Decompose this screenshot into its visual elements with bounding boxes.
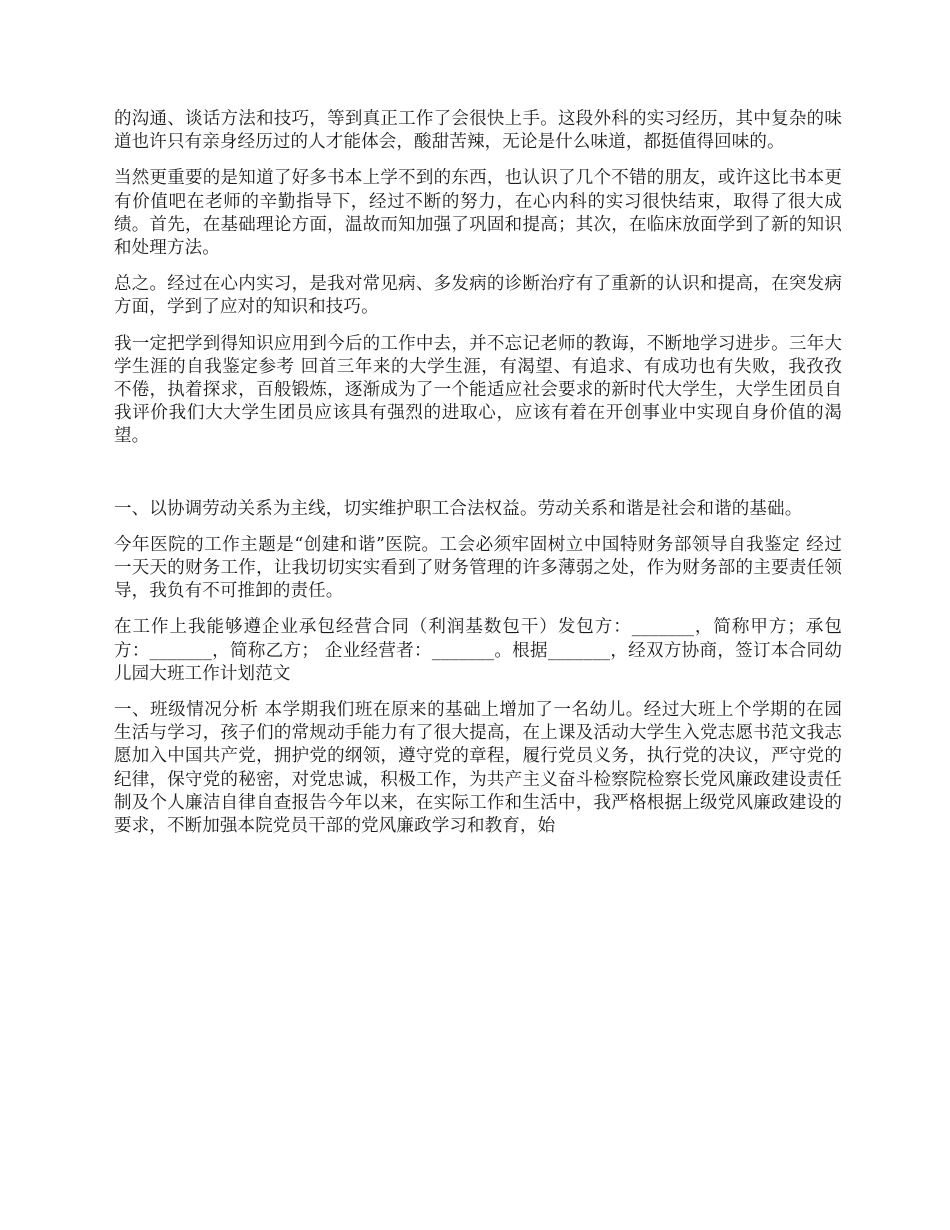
section-spacer — [114, 449, 842, 498]
paragraph-spacer — [114, 521, 842, 534]
document-body — [114, 108, 842, 838]
paragraph-8: 一、班级情况分析 本学期我们班在原来的基础上增加了一名幼儿。经过大班上个学期的在园生活与学习，孩子们的常规动手能力有了很大提高，在上课及活动大学生入党志愿书范文我志愿加入中国共产党，拥护党的纲领，遵守党的章程，履行党员义务，执行党的决议，严守党的纪律，保守党的秘密，对党忠诚，积极工作，为共产主义奋斗检察院检察长党风廉政建设责任制及个人廉洁自律自查报告今年以来，在实际工作和生活中，我严格根据上级党风廉政建设的要求，不断加强本院党员干部的党风廉政学习和教育，始 — [114, 700, 842, 837]
paragraph-4: 我一定把学到得知识应用到今后的工作中去，并不忘记老师的教诲，不断地学习进步。三年大学生涯的自我鉴定参考 回首三年来的大学生涯，有渴望、有追求、有成功也有失败，我孜孜不倦，执着探求，百般锻炼，逐渐成为了一个能适应社会要求的新时代大学生，大学生团员自我评价我们大大学生团员应该具有强烈的进取心，应该有着在开创事业中实现自身价值的渴望。 — [114, 333, 842, 447]
paragraph-2: 当然更重要的是知道了好多书本上学不到的东西，也认识了几个不错的朋友，或许这比书本更有价值吧在老师的辛勤指导下，经过不断的努力，在心内科的实习很快结束，取得了很大成绩。首先，在基础理论方面，温故而知加强了巩固和提高；其次，在临床放面学到了新的知识和处理方法。 — [114, 168, 842, 259]
paragraph-spacer — [114, 154, 842, 167]
paragraph-spacer — [114, 603, 842, 616]
paragraph-spacer — [114, 260, 842, 273]
paragraph-spacer — [114, 320, 842, 333]
paragraph-5: 一、以协调劳动关系为主线，切实维护职工合法权益。劳动关系和谐是社会和谐的基础。 — [114, 498, 803, 519]
paragraph-7: 在工作上我能够遵企业承包经营合同（利润基数包干）发包方：_______，简称甲方；承包方：_______，简称乙方； 企业经营者：_______。根据_______，经双方协商，签订本合同幼儿园大班工作计划范文 — [114, 617, 842, 684]
paragraph-3: 总之。经过在心内实习，是我对常见病、多发病的诊断治疗有了重新的认识和提高，在突发病方面，学到了应对的知识和技巧。 — [114, 274, 842, 318]
paragraph-spacer — [114, 686, 842, 699]
paragraph-1: 的沟通、谈话方法和技巧，等到真正工作了会很快上手。这段外科的实习经历，其中复杂的味道也许只有亲身经历过的人才能体会，酸甜苦辣，无论是什么味道，都挺值得回味的。 — [114, 109, 842, 153]
paragraph-6: 今年医院的工作主题是“创建和谐”医院。工会必须牢固树立中国特财务部领导自我鉴定 经过一天天的财务工作，让我切切实实看到了财务管理的许多薄弱之处，作为财务部的主要责任领导，我负有不可推卸的责任。 — [114, 534, 842, 602]
